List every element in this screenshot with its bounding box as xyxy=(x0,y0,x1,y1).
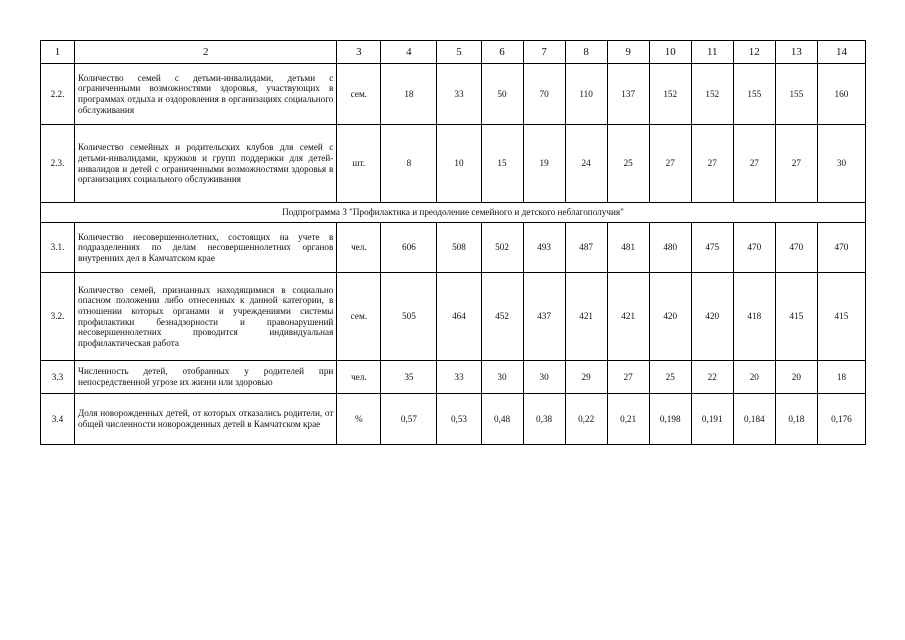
row-value-cell: 27 xyxy=(649,125,691,203)
header-cell: 8 xyxy=(565,41,607,64)
row-value-cell: 470 xyxy=(733,223,775,273)
row-unit-cell: % xyxy=(337,394,381,445)
row-value-cell: 481 xyxy=(607,223,649,273)
row-value-cell: 20 xyxy=(733,361,775,394)
subprogram-title: Подпрограмма 3 "Профилактика и преодоление семейного и детского неблагополучия" xyxy=(41,203,866,223)
row-value-cell: 0,184 xyxy=(733,394,775,445)
table-row xyxy=(41,64,866,125)
row-value-cell: 420 xyxy=(691,273,733,361)
row-unit-cell: чел. xyxy=(337,361,381,394)
row-value-cell: 0,22 xyxy=(565,394,607,445)
row-value-cell: 606 xyxy=(381,223,437,273)
row-value-cell: 421 xyxy=(565,273,607,361)
row-value-cell: 33 xyxy=(437,64,481,125)
row-value-cell: 508 xyxy=(437,223,481,273)
row-description-cell: Количество семей, признанных находящимися в социально опасном положении либо отнесенных к данной категории, в отношении которых органами и учреждениями системы профилактики безнадзорности и правонарушений несовершеннолетних проводится индивидуальная профилактическая работа xyxy=(75,273,337,361)
row-value-cell: 25 xyxy=(649,361,691,394)
row-value-cell: 160 xyxy=(817,64,865,125)
table-row xyxy=(41,125,866,203)
row-value-cell: 0,18 xyxy=(775,394,817,445)
row-value-cell: 27 xyxy=(775,125,817,203)
row-unit-cell: шт. xyxy=(337,125,381,203)
row-value-cell: 502 xyxy=(481,223,523,273)
row-value-cell: 470 xyxy=(775,223,817,273)
header-cell: 14 xyxy=(817,41,865,64)
table-row xyxy=(41,361,866,394)
row-value-cell: 33 xyxy=(437,361,481,394)
header-cell: 3 xyxy=(337,41,381,64)
row-description-cell: Численность детей, отобранных у родителей при непосредственной угрозе их жизни или здоровью xyxy=(75,361,337,394)
row-number-cell: 3.3 xyxy=(41,361,75,394)
row-value-cell: 155 xyxy=(733,64,775,125)
table-row xyxy=(41,394,866,445)
row-value-cell: 480 xyxy=(649,223,691,273)
row-value-cell: 15 xyxy=(481,125,523,203)
row-number-cell: 3.1. xyxy=(41,223,75,273)
row-value-cell: 155 xyxy=(775,64,817,125)
header-cell: 13 xyxy=(775,41,817,64)
header-cell: 4 xyxy=(381,41,437,64)
row-value-cell: 10 xyxy=(437,125,481,203)
row-unit-cell: чел. xyxy=(337,223,381,273)
row-value-cell: 70 xyxy=(523,64,565,125)
row-value-cell: 437 xyxy=(523,273,565,361)
row-value-cell: 20 xyxy=(775,361,817,394)
header-cell: 10 xyxy=(649,41,691,64)
row-value-cell: 137 xyxy=(607,64,649,125)
table-row xyxy=(41,273,866,361)
header-cell: 7 xyxy=(523,41,565,64)
row-unit-cell: сем. xyxy=(337,64,381,125)
header-cell: 2 xyxy=(75,41,337,64)
table-row xyxy=(41,223,866,273)
row-value-cell: 25 xyxy=(607,125,649,203)
table-body xyxy=(41,41,866,445)
row-number-cell: 3.4 xyxy=(41,394,75,445)
row-number-cell: 2.3. xyxy=(41,125,75,203)
row-value-cell: 0,176 xyxy=(817,394,865,445)
row-value-cell: 487 xyxy=(565,223,607,273)
row-unit-cell: сем. xyxy=(337,273,381,361)
row-value-cell: 464 xyxy=(437,273,481,361)
row-value-cell: 0,191 xyxy=(691,394,733,445)
row-value-cell: 470 xyxy=(817,223,865,273)
row-value-cell: 110 xyxy=(565,64,607,125)
header-cell: 6 xyxy=(481,41,523,64)
row-value-cell: 18 xyxy=(817,361,865,394)
row-value-cell: 475 xyxy=(691,223,733,273)
row-description-cell: Количество семей с детьми-инвалидами, детьми с ограниченными возможностями здоровья, участвующих в программах отдыха и оздоровления в организациях социального обслуживания xyxy=(75,64,337,125)
row-description-cell: Количество семейных и родительских клубов для семей с детьми-инвалидами, кружков и групп поддержки для детей-инвалидов и детей с ограниченными возможностями здоровья в организациях социального обслуживания xyxy=(75,125,337,203)
row-value-cell: 415 xyxy=(817,273,865,361)
row-value-cell: 418 xyxy=(733,273,775,361)
header-cell: 12 xyxy=(733,41,775,64)
header-row xyxy=(41,41,866,64)
row-value-cell: 0,21 xyxy=(607,394,649,445)
row-value-cell: 30 xyxy=(817,125,865,203)
row-value-cell: 8 xyxy=(381,125,437,203)
row-value-cell: 19 xyxy=(523,125,565,203)
row-value-cell: 452 xyxy=(481,273,523,361)
header-cell: 1 xyxy=(41,41,75,64)
row-value-cell: 50 xyxy=(481,64,523,125)
row-value-cell: 493 xyxy=(523,223,565,273)
row-value-cell: 152 xyxy=(691,64,733,125)
row-number-cell: 3.2. xyxy=(41,273,75,361)
row-value-cell: 22 xyxy=(691,361,733,394)
row-value-cell: 152 xyxy=(649,64,691,125)
row-value-cell: 30 xyxy=(523,361,565,394)
row-value-cell: 24 xyxy=(565,125,607,203)
row-value-cell: 27 xyxy=(691,125,733,203)
row-value-cell: 420 xyxy=(649,273,691,361)
row-value-cell: 421 xyxy=(607,273,649,361)
row-description-cell: Доля новорожденных детей, от которых отказались родители, от общей численности новорожденных детей в Камчатском крае xyxy=(75,394,337,445)
row-description-cell: Количество несовершеннолетних, состоящих на учете в подразделениях по делам несовершеннолетних органов внутренних дел в Камчатском крае xyxy=(75,223,337,273)
row-number-cell: 2.2. xyxy=(41,64,75,125)
subprogram-row xyxy=(41,203,866,223)
indicators-table xyxy=(40,40,866,445)
row-value-cell: 18 xyxy=(381,64,437,125)
row-value-cell: 0,57 xyxy=(381,394,437,445)
row-value-cell: 0,53 xyxy=(437,394,481,445)
header-cell: 9 xyxy=(607,41,649,64)
row-value-cell: 0,38 xyxy=(523,394,565,445)
row-value-cell: 27 xyxy=(607,361,649,394)
header-cell: 11 xyxy=(691,41,733,64)
header-cell: 5 xyxy=(437,41,481,64)
row-value-cell: 35 xyxy=(381,361,437,394)
row-value-cell: 30 xyxy=(481,361,523,394)
row-value-cell: 29 xyxy=(565,361,607,394)
row-value-cell: 27 xyxy=(733,125,775,203)
row-value-cell: 415 xyxy=(775,273,817,361)
row-value-cell: 505 xyxy=(381,273,437,361)
row-value-cell: 0,198 xyxy=(649,394,691,445)
row-value-cell: 0,48 xyxy=(481,394,523,445)
